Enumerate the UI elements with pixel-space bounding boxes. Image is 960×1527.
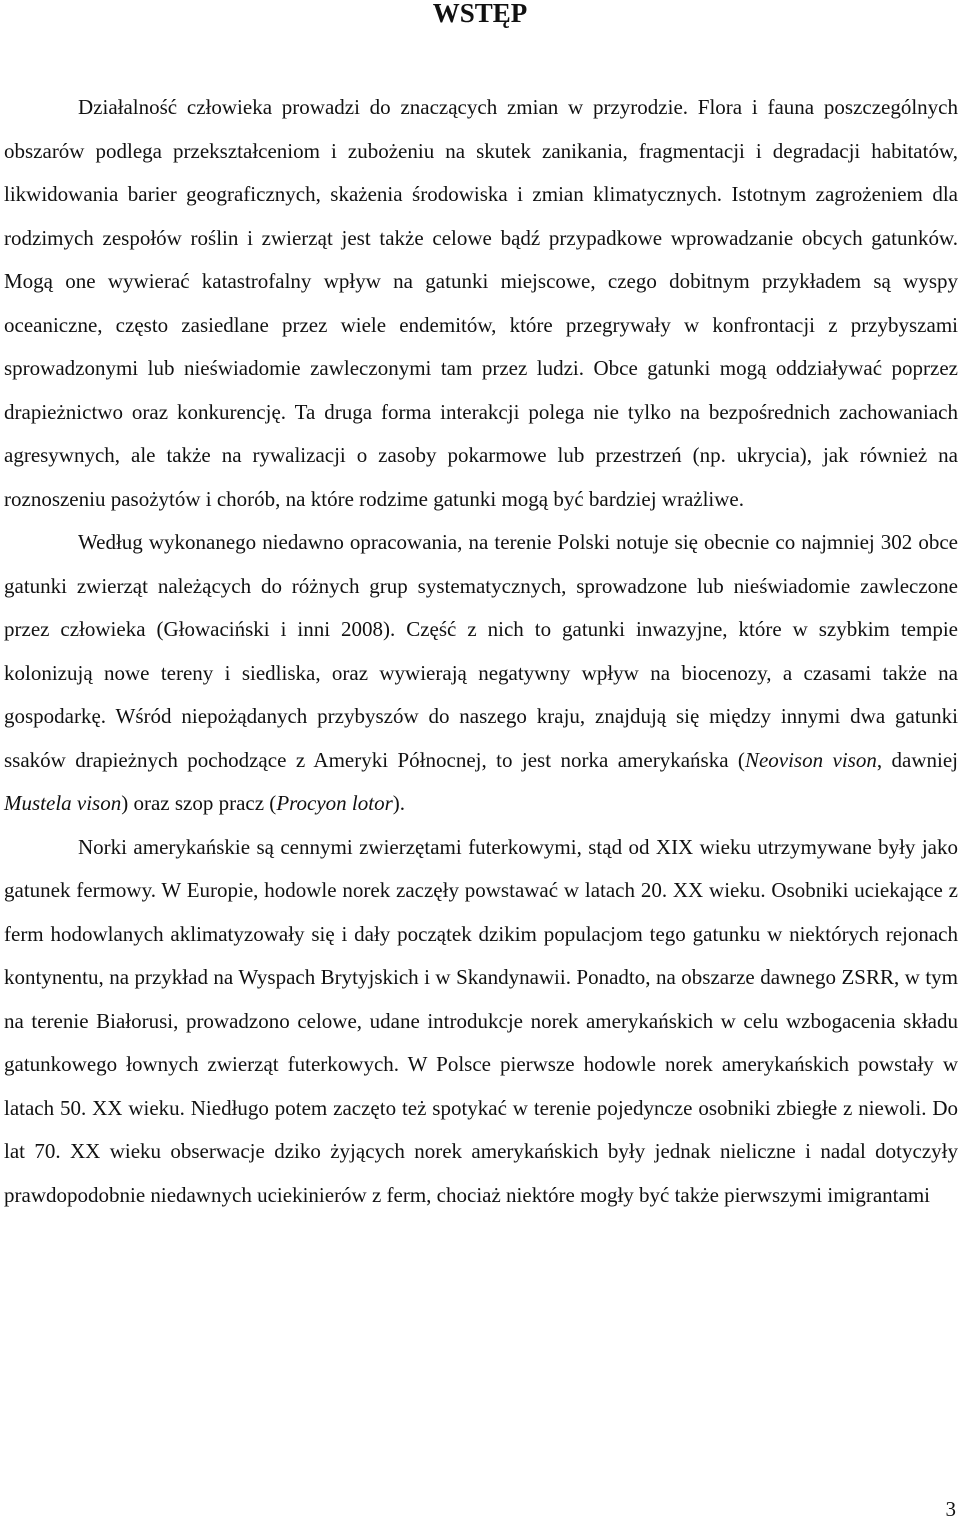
- paragraph-2-text-d: ).: [392, 791, 406, 815]
- paragraph-2: [4, 521, 958, 826]
- paragraph-2-text-a: Według wykonanego niedawno opracowania, na terenie Polski notuje się obecnie co najmniej 302 obce gatunki zwierząt należących do różnych grup systematycznych, sprowadzone lub nieświadomie zawleczone przez człowieka (Głowaciński i inni 2008). Część z nich to gatunki inwazyjne, które w szybkim tempie kolonizują nowe tereny i siedliska, oraz wywierają negatywny wpływ na biocenozy, a czasami także na gospodarkę. Wśród niepożądanych przybyszów do naszego kraju, znajdują się między innymi dwa gatunki ssaków drapieżnych pochodzące z Ameryki Północnej, to jest norka amerykańska (: [4, 530, 958, 772]
- latin-name-neovison: Neovison vison: [744, 747, 877, 772]
- paragraph-2-text-b: , dawniej: [876, 747, 959, 772]
- paragraph-1: Działalność człowieka prowadzi do znaczących zmian w przyrodzie. Flora i fauna poszczególnych obszarów podlega przekształceniom i zubożeniu na skutek zanikania, fragmentacji i degradacji habitatów, likwidowania barier geograficznych, skażenia środowiska i zmian klimatycznych. Istotnym zagrożeniem dla rodzimych zespołów roślin i zwierząt jest także celowe bądź przypadkowe wprowadzanie obcych gatunków. Mogą one wywierać katastrofalny wpływ na gatunki miejscowe, czego dobitnym przykładem są wyspy oceaniczne, często zasiedlane przez wiele endemitów, które przegrywały w konfrontacji z przybyszami sprowadzonymi lub nieświadomie zawleczonymi tam przez ludzi. Obce gatunki mogą oddziaływać poprzez drapieżnictwo oraz konkurencję. Ta druga forma interakcji polega nie tylko na bezpośrednich zachowaniach agresywnych, ale także na rywalizacji o zasoby pokarmowe lub przestrzeń (np. ukrycia), jak również na roznoszeniu pasożytów i chorób, na które rodzime gatunki mogą być bardziej wrażliwe.: [4, 95, 958, 511]
- latin-name-mustela: Mustela vison: [4, 791, 122, 815]
- paragraph-2-text-c: ) oraz szop pracz (: [121, 791, 277, 815]
- paragraph-3: Norki amerykańskie są cennymi zwierzętami futerkowymi, stąd od XIX wieku utrzymywane były jako gatunek fermowy. W Europie, hodowle norek zaczęły powstawać w latach 20. XX wieku. Osobniki uciekające z ferm hodowlanych aklimatyzowały się i dały początek dzikim populacjom tego gatunku w niektórych rejonach kontynentu, na przykład na Wyspach Brytyjskich i w Skandynawii. Ponadto, na obszarze dawnego ZSRR, w tym na terenie Białorusi, prowadzono celowe, udane introdukcje norek amerykańskich w celu wzbogacenia składu gatunkowego łownych zwierząt futerkowych. W Polsce pierwsze hodowle norek amerykańskich powstały w latach 50. XX wieku. Niedługo potem zaczęto też spotykać w terenie pojedyncze osobniki zbiegłe z niewoli. Do lat 70. XX wieku obserwacje dziko żyjących norek amerykańskich były jednak nieliczne i nadal dotyczyły prawdopodobnie niedawnych uciekinierów z ferm, chociaż niektóre mogły być także pierwszymi imigrantami: [4, 834, 958, 1207]
- latin-name-procyon: Procyon lotor: [276, 791, 393, 815]
- page-number: 3: [945, 1497, 956, 1521]
- body-text: [4, 86, 958, 1217]
- page-title: WSTĘP: [432, 0, 528, 28]
